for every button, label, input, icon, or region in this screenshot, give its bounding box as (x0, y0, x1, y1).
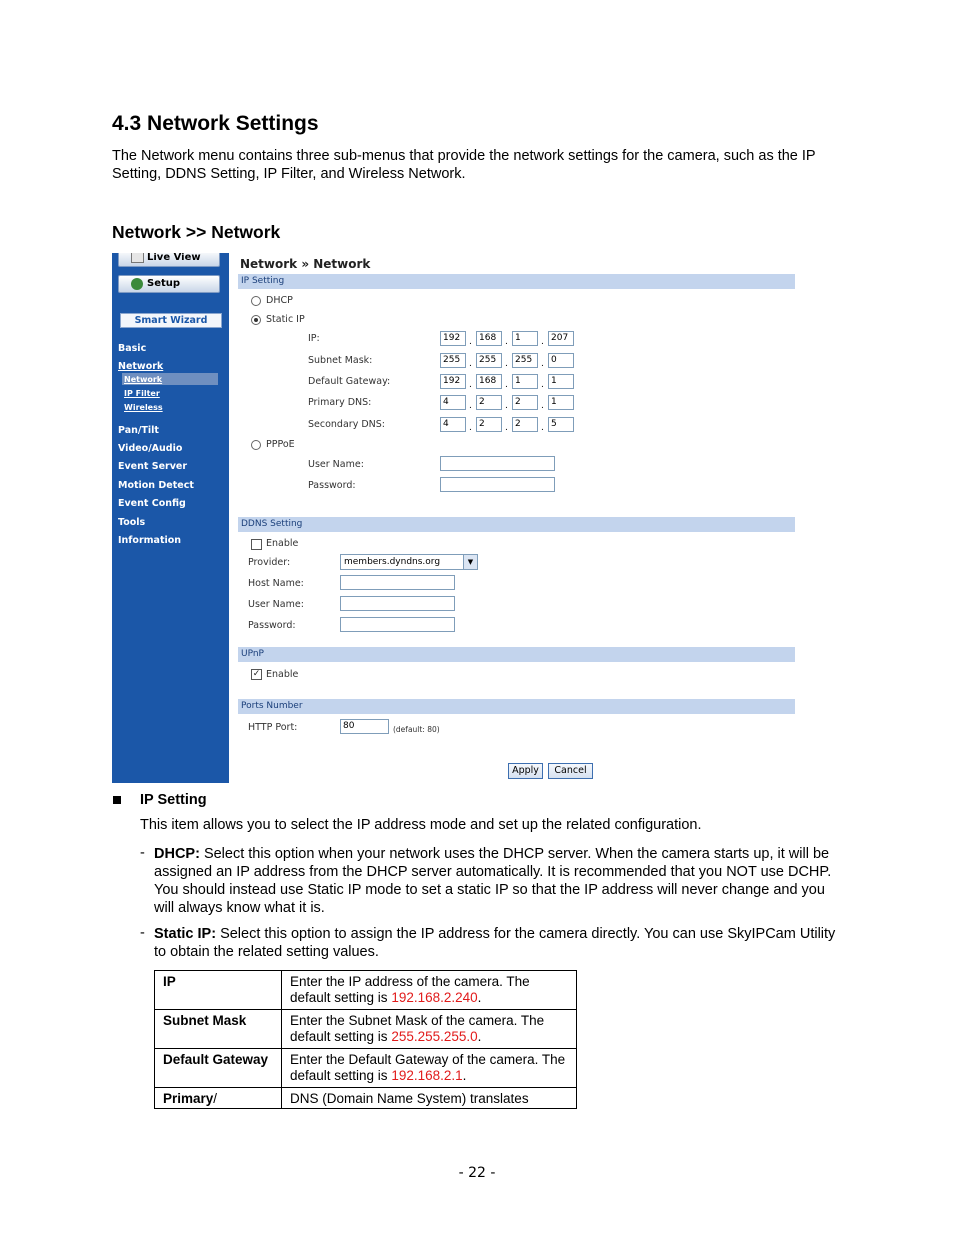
primary-dns-label: Primary DNS: (308, 397, 372, 408)
chevron-down-icon[interactable]: ▼ (463, 555, 477, 569)
intro-paragraph: The Network menu contains three sub-menus that provide the network settings for the camera, such as the IP Setting, DDNS Setting, IP Filter, and Wireless Network. (112, 148, 816, 182)
host-name-input[interactable] (340, 575, 455, 590)
dns1-octet-2[interactable]: 2 (476, 395, 502, 410)
ip-octet-1[interactable]: 192 (440, 331, 466, 346)
static-ip-explanation (154, 925, 842, 961)
dns2-octet-1[interactable]: 4 (440, 417, 466, 432)
pppoe-user-label: User Name: (308, 459, 364, 470)
table-value: Enter the IP address of the camera. The default setting is 192.168.2.240. (282, 971, 577, 1010)
list-dash: - (140, 925, 145, 941)
http-port-input[interactable]: 80 (340, 719, 389, 734)
table-row (155, 1088, 577, 1109)
table-row (155, 1010, 577, 1049)
mask-octet-2[interactable]: 255 (476, 353, 502, 368)
setup-button[interactable] (118, 275, 220, 293)
section-title: 4.3 Network Settings (112, 112, 319, 135)
table-row (155, 1049, 577, 1088)
upnp-enable-label: Enable (266, 669, 299, 680)
sidebar-subitem-wireless[interactable]: Wireless (124, 403, 163, 412)
provider-select[interactable] (340, 554, 478, 570)
table-value: Enter the Default Gateway of the camera. The default setting is 192.168.2.1. (282, 1049, 577, 1088)
subnet-mask-label: Subnet Mask: (308, 355, 373, 366)
table-key: Subnet Mask (155, 1010, 282, 1049)
table-value: DNS (Domain Name System) translates (282, 1088, 577, 1109)
ddns-enable-label: Enable (266, 538, 299, 549)
sidebar-item-tools[interactable]: Tools (118, 517, 146, 528)
dns2-octet-4[interactable]: 5 (548, 417, 574, 432)
dns2-octet-2[interactable]: 2 (476, 417, 502, 432)
upnp-enable-checkbox[interactable]: ✓ (252, 669, 261, 679)
static-ip-settings-table (154, 970, 577, 1109)
dhcp-label: DHCP (266, 295, 293, 306)
secondary-dns-label: Secondary DNS: (308, 419, 385, 430)
mask-octet-1[interactable]: 255 (440, 353, 466, 368)
mask-octet-4[interactable]: 0 (548, 353, 574, 368)
sidebar-item-information[interactable]: Information (118, 535, 182, 546)
static-ip-term: Static IP: (154, 926, 217, 942)
ip-setting-heading: IP Setting (140, 792, 207, 808)
static-ip-label: Static IP (266, 314, 305, 325)
dns1-octet-3[interactable]: 2 (512, 395, 538, 410)
pppoe-password-label: Password: (308, 480, 356, 491)
table-key: Primary/ (155, 1088, 282, 1109)
pppoe-label: PPPoE (266, 439, 295, 450)
monitor-icon (131, 253, 144, 263)
sidebar-item-event-server[interactable]: Event Server (118, 461, 188, 472)
ddns-enable-checkbox[interactable] (251, 539, 262, 550)
table-row (155, 971, 577, 1010)
apply-button[interactable]: Apply (508, 763, 543, 779)
pppoe-user-input[interactable] (440, 456, 555, 471)
sidebar-item-pan-tilt[interactable]: Pan/Tilt (118, 425, 159, 436)
live-view-label: Live View (147, 253, 201, 263)
ddns-setting-header: DDNS Setting (238, 517, 795, 532)
setup-label: Setup (147, 278, 181, 289)
sidebar-item-video-audio[interactable]: Video/Audio (118, 443, 183, 454)
ddns-user-label: User Name: (248, 599, 304, 610)
dhcp-explanation (154, 845, 842, 917)
ip-octet-2[interactable]: 168 (476, 331, 502, 346)
list-dash: - (140, 845, 145, 861)
ip-octet-3[interactable]: 1 (512, 331, 538, 346)
gateway-octet-1[interactable]: 192 (440, 374, 466, 389)
network-settings-screenshot: Live View Setup Smart Wizard Basic Network Network IP Filter Wireless Pan/Tilt Video/Audio Event Server Motion Detect Event Config Tools Information Network » Network IP Setting DHCP Static IP IP: 192 . 168 . 1 . 207 Subnet Mask: 255 . 255 . 255 . 0 Default Gateway: 192 . 168 . 1 . 1 Primary DNS: 4 . 2 . 2 . 1 Secondary DNS: 4 . 2 . 2 . 5 PPPoE User Name: Password: DDNS Setting Enable Provider: members.dyndns.org ▼ Host Name: User Name: Password: UPnP ✓ Enable Ports Number HTTP Port: 80 (default: 80) Apply Cancel (112, 253, 795, 783)
ip-setting-header: IP Setting (238, 274, 795, 289)
ddns-password-label: Password: (248, 620, 296, 631)
gateway-octet-2[interactable]: 168 (476, 374, 502, 389)
static-ip-radio[interactable] (251, 315, 261, 325)
default-value: 192.168.2.240 (391, 990, 478, 1005)
provider-value: members.dyndns.org (344, 557, 441, 567)
sidebar-item-basic[interactable]: Basic (118, 343, 147, 354)
sidebar-item-event-config[interactable]: Event Config (118, 498, 186, 509)
mask-octet-3[interactable]: 255 (512, 353, 538, 368)
pppoe-radio[interactable] (251, 440, 261, 450)
dns2-octet-3[interactable]: 2 (512, 417, 538, 432)
default-gateway-label: Default Gateway: (308, 376, 391, 387)
ip-setting-description: This item allows you to select the IP address mode and set up the related configuration. (140, 817, 702, 833)
http-port-default-note: (default: 80) (393, 725, 440, 734)
host-name-label: Host Name: (248, 578, 304, 589)
smart-wizard-button[interactable]: Smart Wizard (120, 313, 222, 328)
gateway-octet-4[interactable]: 1 (548, 374, 574, 389)
subsection-title: Network >> Network (112, 222, 281, 242)
sidebar-subitem-network[interactable]: Network (124, 375, 163, 384)
bullet-square-icon (113, 796, 121, 804)
gateway-octet-3[interactable]: 1 (512, 374, 538, 389)
dhcp-text: Select this option when your network uses the DHCP server. When the camera starts up, it will be assigned an IP address from the DHCP server automatically. It is recommended that you NOT use DCHP. You should instead use Static IP mode to set a static IP so that the IP address will never change and you will always know what it is. (154, 846, 832, 916)
live-view-button[interactable] (118, 253, 220, 267)
table-key: IP (155, 971, 282, 1010)
ip-label: IP: (308, 333, 320, 344)
page-title: Network » Network (240, 257, 371, 271)
dns1-octet-1[interactable]: 4 (440, 395, 466, 410)
http-port-label: HTTP Port: (248, 722, 298, 733)
ddns-user-input[interactable] (340, 596, 455, 611)
table-key: Default Gateway (155, 1049, 282, 1088)
gear-icon (131, 278, 143, 290)
provider-label: Provider: (248, 557, 291, 568)
dns1-octet-4[interactable]: 1 (548, 395, 574, 410)
static-ip-text: Select this option to assign the IP address for the camera directly. You can use SkyIPCam Utility to obtain the related setting values. (154, 926, 836, 960)
default-value: 255.255.255.0 (391, 1029, 478, 1044)
ddns-password-input[interactable] (340, 617, 455, 632)
dhcp-term: DHCP: (154, 846, 200, 862)
ip-octet-4[interactable]: 207 (548, 331, 574, 346)
ports-number-header: Ports Number (238, 699, 795, 714)
sidebar-item-network[interactable]: Network (118, 361, 164, 372)
page-number: - 22 - (458, 1165, 496, 1181)
pppoe-password-input[interactable] (440, 477, 555, 492)
dhcp-radio[interactable] (251, 296, 261, 306)
table-value: Enter the Subnet Mask of the camera. The default setting is 255.255.255.0. (282, 1010, 577, 1049)
sidebar-item-motion-detect[interactable]: Motion Detect (118, 480, 194, 491)
upnp-header: UPnP (238, 647, 795, 662)
sidebar (112, 253, 229, 783)
cancel-button[interactable]: Cancel (548, 763, 593, 779)
default-value: 192.168.2.1 (391, 1068, 463, 1083)
sidebar-subitem-ip-filter[interactable]: IP Filter (124, 389, 160, 398)
